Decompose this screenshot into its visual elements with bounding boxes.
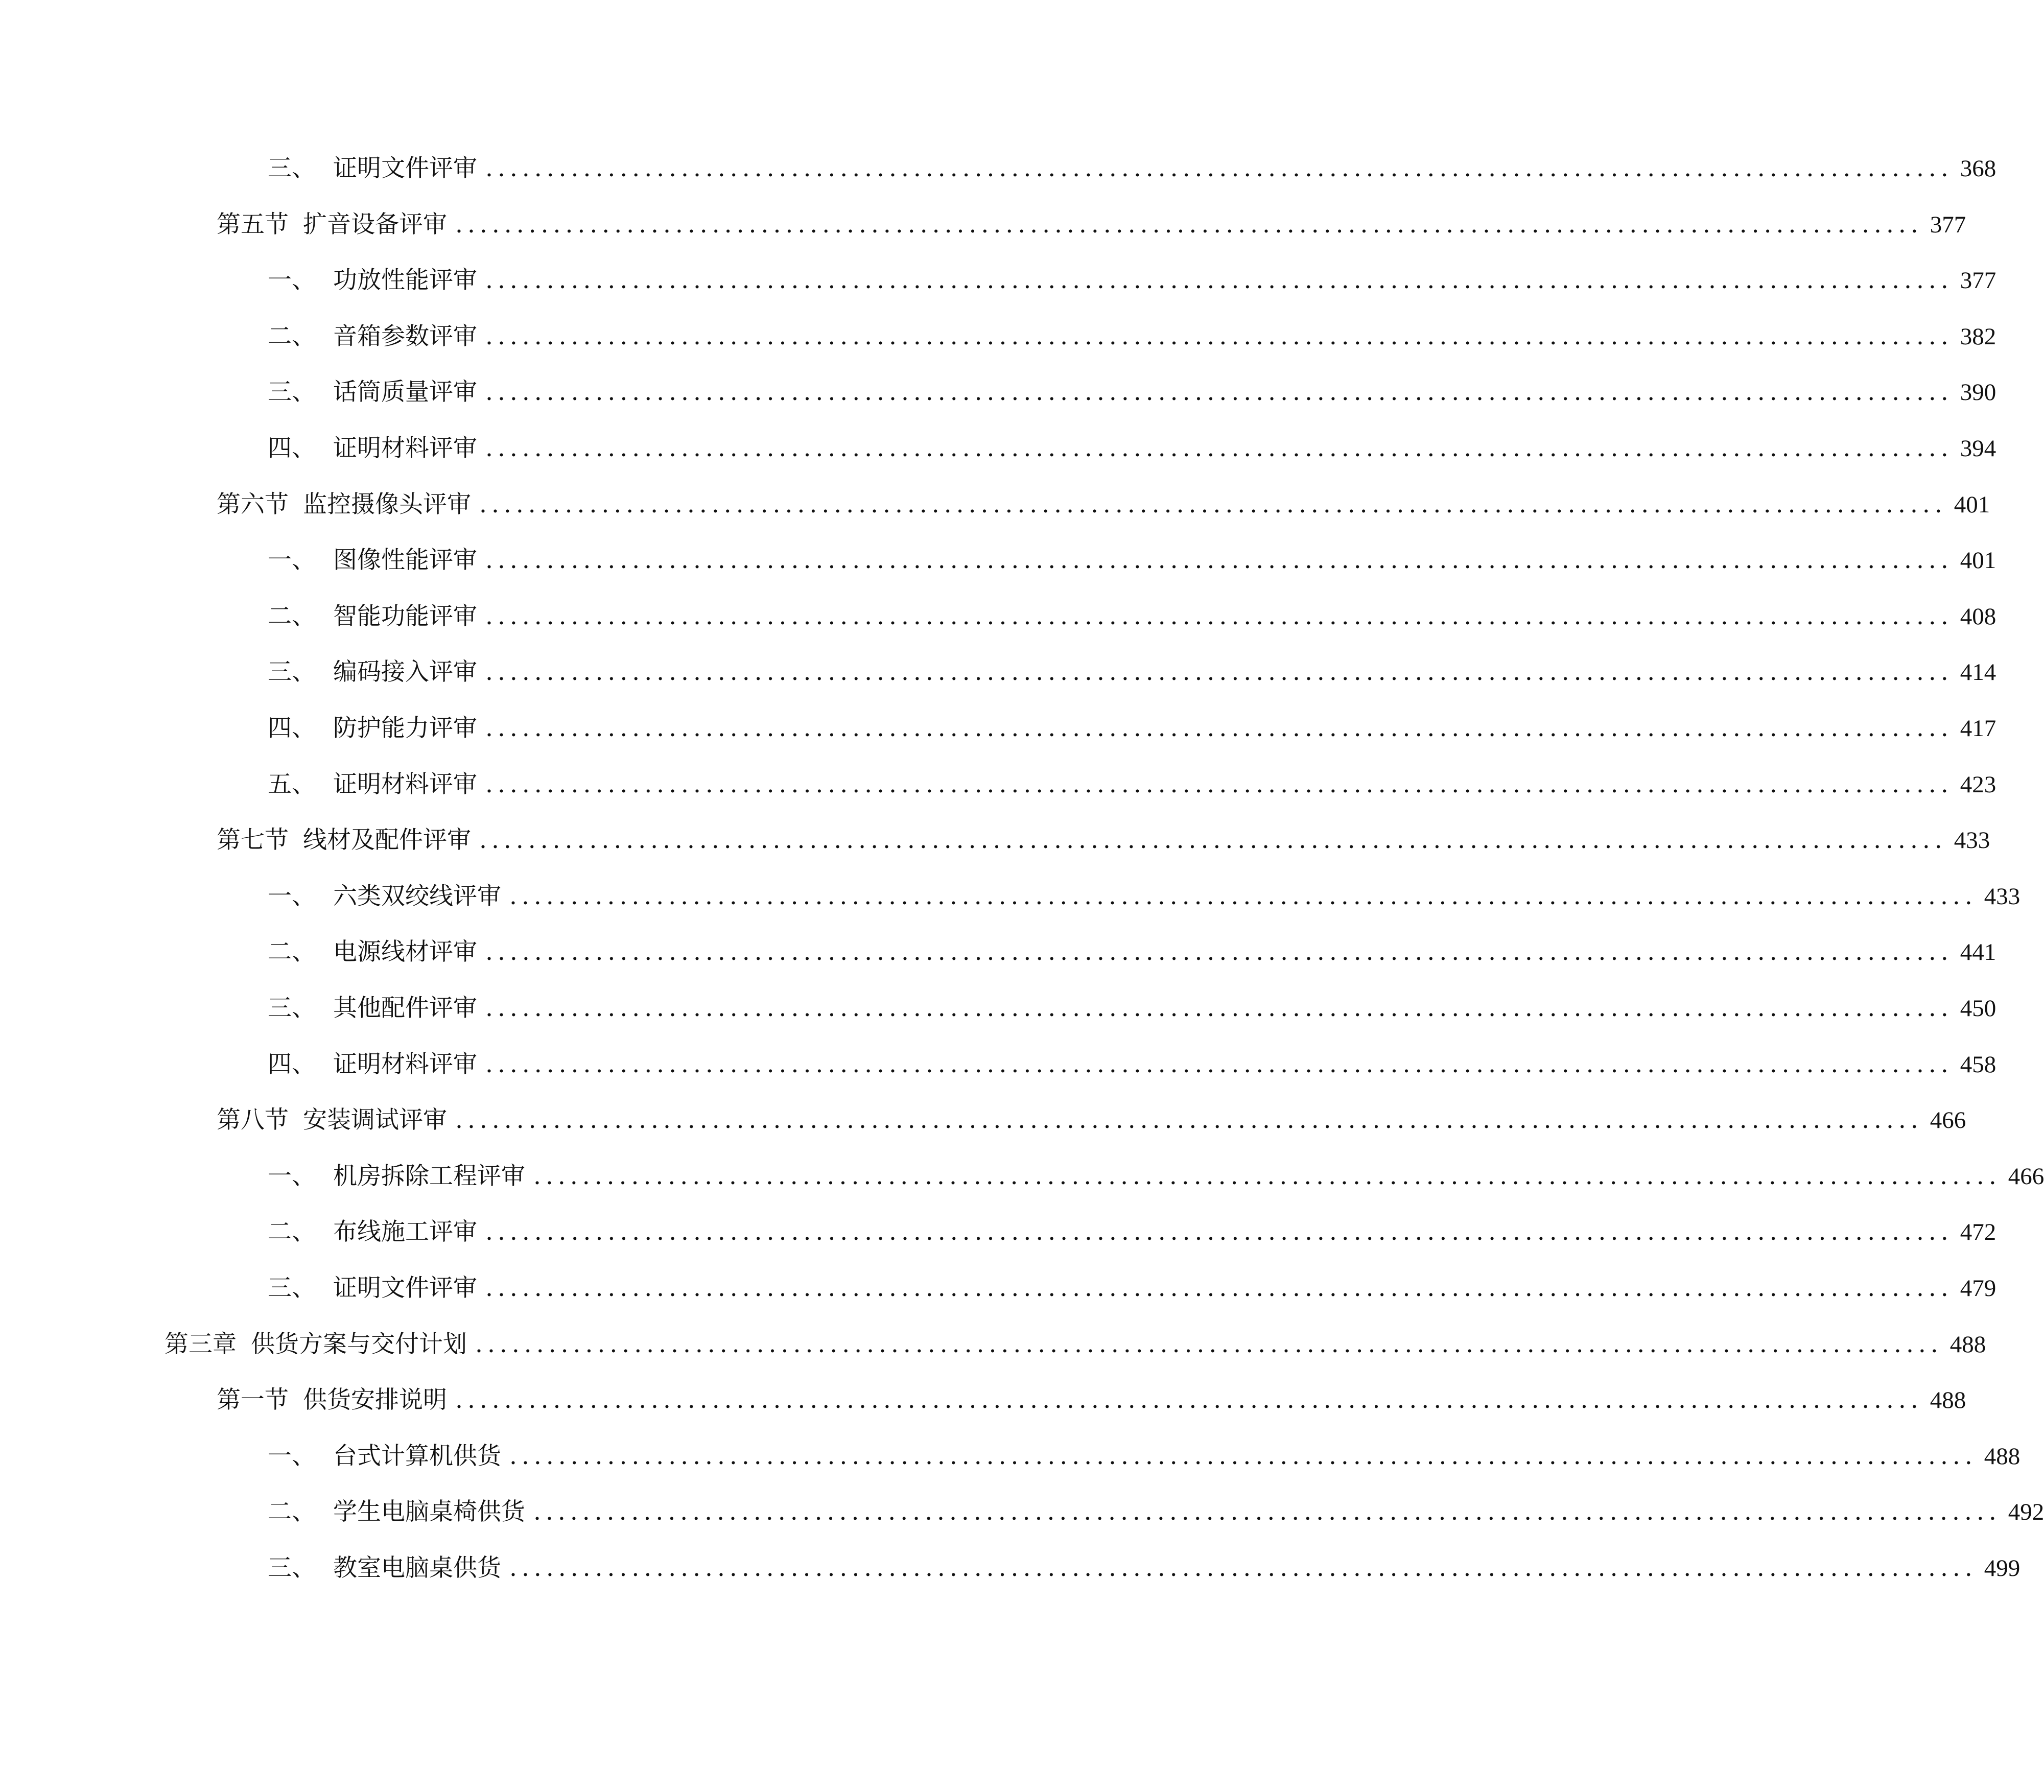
toc-entry-number: 第五节 bbox=[217, 210, 289, 239]
toc-entry[interactable] bbox=[217, 1100, 1966, 1141]
toc-entry-number: 第八节 bbox=[217, 1106, 289, 1134]
toc-entry[interactable] bbox=[268, 1212, 1996, 1253]
toc-entry-title: 图像性能评审 bbox=[333, 546, 477, 574]
toc-dot-leader: ........................................................................................................................ bbox=[479, 490, 1947, 518]
toc-entry-page-number: 433 bbox=[1954, 827, 1990, 854]
toc-entry[interactable] bbox=[217, 820, 1990, 861]
toc-entry-title: 功放性能评审 bbox=[333, 266, 477, 294]
toc-entry[interactable] bbox=[268, 1156, 2044, 1197]
toc-dot-leader: ........................................................................................................................ bbox=[455, 1106, 1923, 1134]
toc-dot-leader: ........................................................................................................................ bbox=[455, 1386, 1923, 1414]
toc-entry-number: 二、 bbox=[268, 602, 316, 630]
toc-dot-leader: ........................................................................................................................ bbox=[485, 434, 1953, 462]
toc-dot-leader: ........................................................................................................................ bbox=[485, 322, 1953, 350]
toc-entry[interactable] bbox=[268, 316, 1996, 357]
toc-entry-page-number: 479 bbox=[1960, 1275, 1996, 1302]
toc-entry-page-number: 382 bbox=[1960, 323, 1996, 350]
toc-entry-number: 二、 bbox=[268, 1218, 316, 1246]
toc-entry-number: 三、 bbox=[268, 994, 316, 1022]
toc-entry-number: 一、 bbox=[268, 546, 316, 574]
toc-entry[interactable] bbox=[268, 1436, 2020, 1477]
toc-entry-title: 布线施工评审 bbox=[333, 1218, 477, 1246]
toc-entry-title: 教室电脑桌供货 bbox=[333, 1554, 501, 1582]
toc-entry-title: 话筒质量评审 bbox=[333, 378, 477, 406]
toc-entry-title: 证明材料评审 bbox=[333, 434, 477, 462]
toc-dot-leader: ........................................................................................................................ bbox=[475, 1330, 1943, 1358]
toc-dot-leader: ........................................................................................................................ bbox=[485, 994, 1953, 1022]
toc-entry-number: 二、 bbox=[268, 1498, 316, 1526]
toc-entry[interactable] bbox=[268, 988, 1996, 1029]
toc-entry-title: 证明文件评审 bbox=[333, 1274, 477, 1302]
toc-dot-leader: ........................................................................................................................ bbox=[479, 826, 1947, 854]
toc-entry[interactable] bbox=[268, 652, 1996, 693]
toc-entry-page-number: 458 bbox=[1960, 1051, 1996, 1078]
toc-dot-leader: ........................................................................................................................ bbox=[455, 210, 1923, 239]
toc-entry-page-number: 368 bbox=[1960, 155, 1996, 182]
toc-entry[interactable] bbox=[268, 148, 1996, 189]
toc-entry-number: 三、 bbox=[268, 378, 316, 406]
toc-entry-page-number: 401 bbox=[1954, 491, 1990, 518]
toc-entry[interactable] bbox=[268, 1492, 2044, 1532]
toc-dot-leader: ........................................................................................................................ bbox=[485, 154, 1953, 182]
toc-entry-page-number: 450 bbox=[1960, 995, 1996, 1022]
toc-entry-number: 二、 bbox=[268, 322, 316, 350]
toc-entry[interactable] bbox=[268, 764, 1996, 805]
toc-entry-number: 一、 bbox=[268, 882, 316, 910]
toc-entry-number: 第三章 bbox=[165, 1330, 237, 1358]
toc-entry-page-number: 390 bbox=[1960, 379, 1996, 406]
toc-entry-page-number: 377 bbox=[1930, 211, 1966, 238]
toc-dot-leader: ........................................................................................................................ bbox=[485, 546, 1953, 574]
toc-entry[interactable] bbox=[268, 876, 2020, 917]
toc-entry[interactable] bbox=[268, 540, 1996, 581]
toc-dot-leader: ........................................................................................................................ bbox=[509, 1442, 1977, 1470]
toc-entry-page-number: 488 bbox=[1949, 1331, 1986, 1358]
toc-dot-leader: ........................................................................................................................ bbox=[485, 602, 1953, 630]
toc-entry-page-number: 417 bbox=[1960, 715, 1996, 742]
toc-dot-leader: ........................................................................................................................ bbox=[485, 658, 1953, 686]
toc-entry-title: 证明文件评审 bbox=[333, 154, 477, 182]
toc-entry-page-number: 441 bbox=[1960, 939, 1996, 965]
toc-entry[interactable] bbox=[268, 1268, 1996, 1309]
toc-entry-title: 电源线材评审 bbox=[333, 938, 477, 966]
toc-entry-title: 音箱参数评审 bbox=[333, 322, 477, 350]
toc-entry[interactable] bbox=[268, 428, 1996, 469]
toc-dot-leader: ........................................................................................................................ bbox=[485, 1050, 1953, 1078]
toc-entry[interactable] bbox=[268, 372, 1996, 413]
toc-entry-page-number: 492 bbox=[2008, 1499, 2044, 1525]
toc-entry-number: 三、 bbox=[268, 154, 316, 182]
toc-entry-title: 监控摄像头评审 bbox=[303, 490, 471, 518]
toc-entry-title: 证明材料评审 bbox=[333, 770, 477, 798]
toc-entry-page-number: 466 bbox=[2008, 1163, 2044, 1190]
toc-entry-page-number: 488 bbox=[1930, 1387, 1966, 1413]
toc-entry-number: 一、 bbox=[268, 1442, 316, 1470]
toc-entry-number: 第一节 bbox=[217, 1386, 289, 1414]
toc-dot-leader: ........................................................................................................................ bbox=[485, 770, 1953, 798]
toc-dot-leader: ........................................................................................................................ bbox=[485, 378, 1953, 406]
toc-entry-title: 机房拆除工程评审 bbox=[333, 1162, 525, 1190]
toc-entry[interactable] bbox=[268, 708, 1996, 749]
toc-dot-leader: ........................................................................................................................ bbox=[485, 938, 1953, 966]
toc-dot-leader: ........................................................................................................................ bbox=[509, 1554, 1977, 1582]
toc-entry-page-number: 466 bbox=[1930, 1107, 1966, 1134]
toc-entry-title: 编码接入评审 bbox=[333, 658, 477, 686]
toc-dot-leader: ........................................................................................................................ bbox=[485, 266, 1953, 294]
toc-entry-number: 第七节 bbox=[217, 826, 289, 854]
toc-entry[interactable] bbox=[268, 1548, 2020, 1589]
toc-entry-title: 供货安排说明 bbox=[303, 1386, 447, 1414]
toc-entry-page-number: 423 bbox=[1960, 771, 1996, 798]
toc-entry[interactable] bbox=[268, 596, 1996, 637]
toc-entry-page-number: 433 bbox=[1984, 883, 2020, 910]
toc-entry-title: 学生电脑桌椅供货 bbox=[333, 1498, 525, 1526]
toc-entry-title: 台式计算机供货 bbox=[333, 1442, 501, 1470]
toc-entry-title: 证明材料评审 bbox=[333, 1050, 477, 1078]
toc-dot-leader: ........................................................................................................................ bbox=[533, 1162, 2001, 1190]
toc-entry-number: 三、 bbox=[268, 1554, 316, 1582]
toc-entry-number: 三、 bbox=[268, 658, 316, 686]
toc-entry-page-number: 408 bbox=[1960, 603, 1996, 630]
toc-entry[interactable] bbox=[217, 204, 1966, 245]
toc-entry-number: 一、 bbox=[268, 266, 316, 294]
toc-entry-title: 智能功能评审 bbox=[333, 602, 477, 630]
toc-entry[interactable] bbox=[268, 1044, 1996, 1085]
toc-entry-number: 三、 bbox=[268, 1274, 316, 1302]
toc-entry-title: 六类双绞线评审 bbox=[333, 882, 501, 910]
toc-entry[interactable] bbox=[268, 260, 1996, 301]
toc-entry[interactable] bbox=[217, 1380, 1966, 1421]
toc-entry-number: 第六节 bbox=[217, 490, 289, 518]
toc-entry-title: 扩音设备评审 bbox=[303, 210, 447, 239]
toc-entry-title: 防护能力评审 bbox=[333, 714, 477, 742]
toc-dot-leader: ........................................................................................................................ bbox=[509, 882, 1977, 910]
toc-entry-title: 线材及配件评审 bbox=[303, 826, 471, 854]
toc-dot-leader: ........................................................................................................................ bbox=[485, 1274, 1953, 1302]
toc-entry[interactable] bbox=[217, 484, 1990, 525]
toc-entry-title: 供货方案与交付计划 bbox=[251, 1330, 467, 1358]
toc-entry-page-number: 401 bbox=[1960, 547, 1996, 574]
toc-entry-page-number: 394 bbox=[1960, 435, 1996, 462]
toc-entry[interactable] bbox=[165, 1324, 1986, 1365]
toc-entry-number: 四、 bbox=[268, 1050, 316, 1078]
toc-dot-leader: ........................................................................................................................ bbox=[533, 1498, 2001, 1526]
toc-dot-leader: ........................................................................................................................ bbox=[485, 714, 1953, 742]
toc-dot-leader: ........................................................................................................................ bbox=[485, 1218, 1953, 1246]
toc-entry-title: 安装调试评审 bbox=[303, 1106, 447, 1134]
toc-entry-number: 一、 bbox=[268, 1162, 316, 1190]
toc-entry-page-number: 414 bbox=[1960, 659, 1996, 686]
toc-entry-number: 四、 bbox=[268, 714, 316, 742]
toc-entry-page-number: 472 bbox=[1960, 1219, 1996, 1245]
toc-entry-title: 其他配件评审 bbox=[333, 994, 477, 1022]
toc-entry-page-number: 488 bbox=[1984, 1443, 2020, 1470]
toc-entry[interactable] bbox=[268, 932, 1996, 973]
toc-entry-page-number: 499 bbox=[1984, 1555, 2020, 1582]
toc-entry-number: 四、 bbox=[268, 434, 316, 462]
toc-entry-page-number: 377 bbox=[1960, 267, 1996, 294]
toc-entry-number: 五、 bbox=[268, 770, 316, 798]
toc-entry-number: 二、 bbox=[268, 938, 316, 966]
